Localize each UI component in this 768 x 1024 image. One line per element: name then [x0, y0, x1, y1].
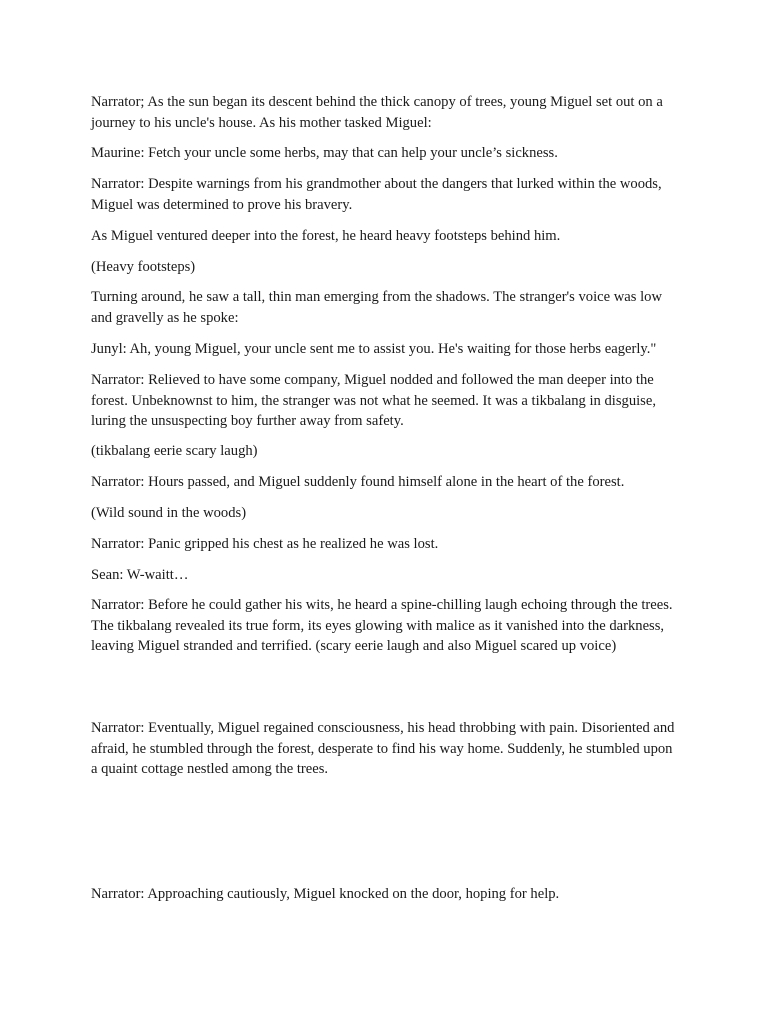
paragraph-laugh-cue: (tikbalang eerie scary laugh) [91, 443, 258, 459]
paragraph-maurine-line: Maurine: Fetch your uncle some herbs, may that can help your uncle’s sickness. [91, 145, 558, 161]
paragraph-junyl-line: Junyl: Ah, young Miguel, your uncle sent me to assist you. He's waiting for those herbs eagerly." [91, 341, 657, 357]
paragraph-regained-consciousness: Narrator: Eventually, Miguel regained consciousness, his head throbbing with pain. Disoriented and afraid, he stumbled through the forest, desperate to find his way home. Suddenly, he stumbled upon a quaint cottage nestled among the trees. [91, 720, 675, 777]
paragraph-sean-line: Sean: W-waitt… [91, 567, 189, 583]
paragraph-stranger-appears: Turning around, he saw a tall, thin man emerging from the shadows. The stranger's voice was low and gravelly as he spoke: [91, 289, 663, 326]
paragraph-wild-sound-cue: (Wild sound in the woods) [91, 505, 247, 521]
paragraph-true-form: Narrator: Before he could gather his wits, he heard a spine-chilling laugh echoing through the trees. The tikbalang revealed its true form, its eyes glowing with malice as it vanished into the darkness, leaving Miguel stranded and terrified. (scary eerie laugh and also Miguel scared up voice) [91, 597, 673, 654]
paragraph-narrator-warnings: Narrator: Despite warnings from his grandmother about the dangers that lurked within the woods, Miguel was determined to prove his bravery. [91, 176, 662, 213]
paragraph-narrator-tikbalang: Narrator: Relieved to have some company, Miguel nodded and followed the man deeper into the forest. Unbeknownst to him, the stranger was not what he seemed. It was a tikbalang in disguise, luring the unsuspecting boy further away from safety. [91, 372, 656, 429]
paragraph-knocked-door: Narrator: Approaching cautiously, Miguel knocked on the door, hoping for help. [91, 886, 560, 902]
paragraph-narrator-intro: Narrator; As the sun began its descent behind the thick canopy of trees, young Miguel set out on a journey to his uncle's house. As his mother tasked Miguel: [91, 94, 663, 131]
paragraph-panic: Narrator: Panic gripped his chest as he realized he was lost. [91, 536, 439, 552]
paragraph-heavy-footsteps-cue: (Heavy footsteps) [91, 259, 196, 275]
paragraph-hours-passed: Narrator: Hours passed, and Miguel suddenly found himself alone in the heart of the forest. [91, 474, 625, 490]
paragraph-ventured-deeper: As Miguel ventured deeper into the forest, he heard heavy footsteps behind him. [91, 228, 561, 244]
